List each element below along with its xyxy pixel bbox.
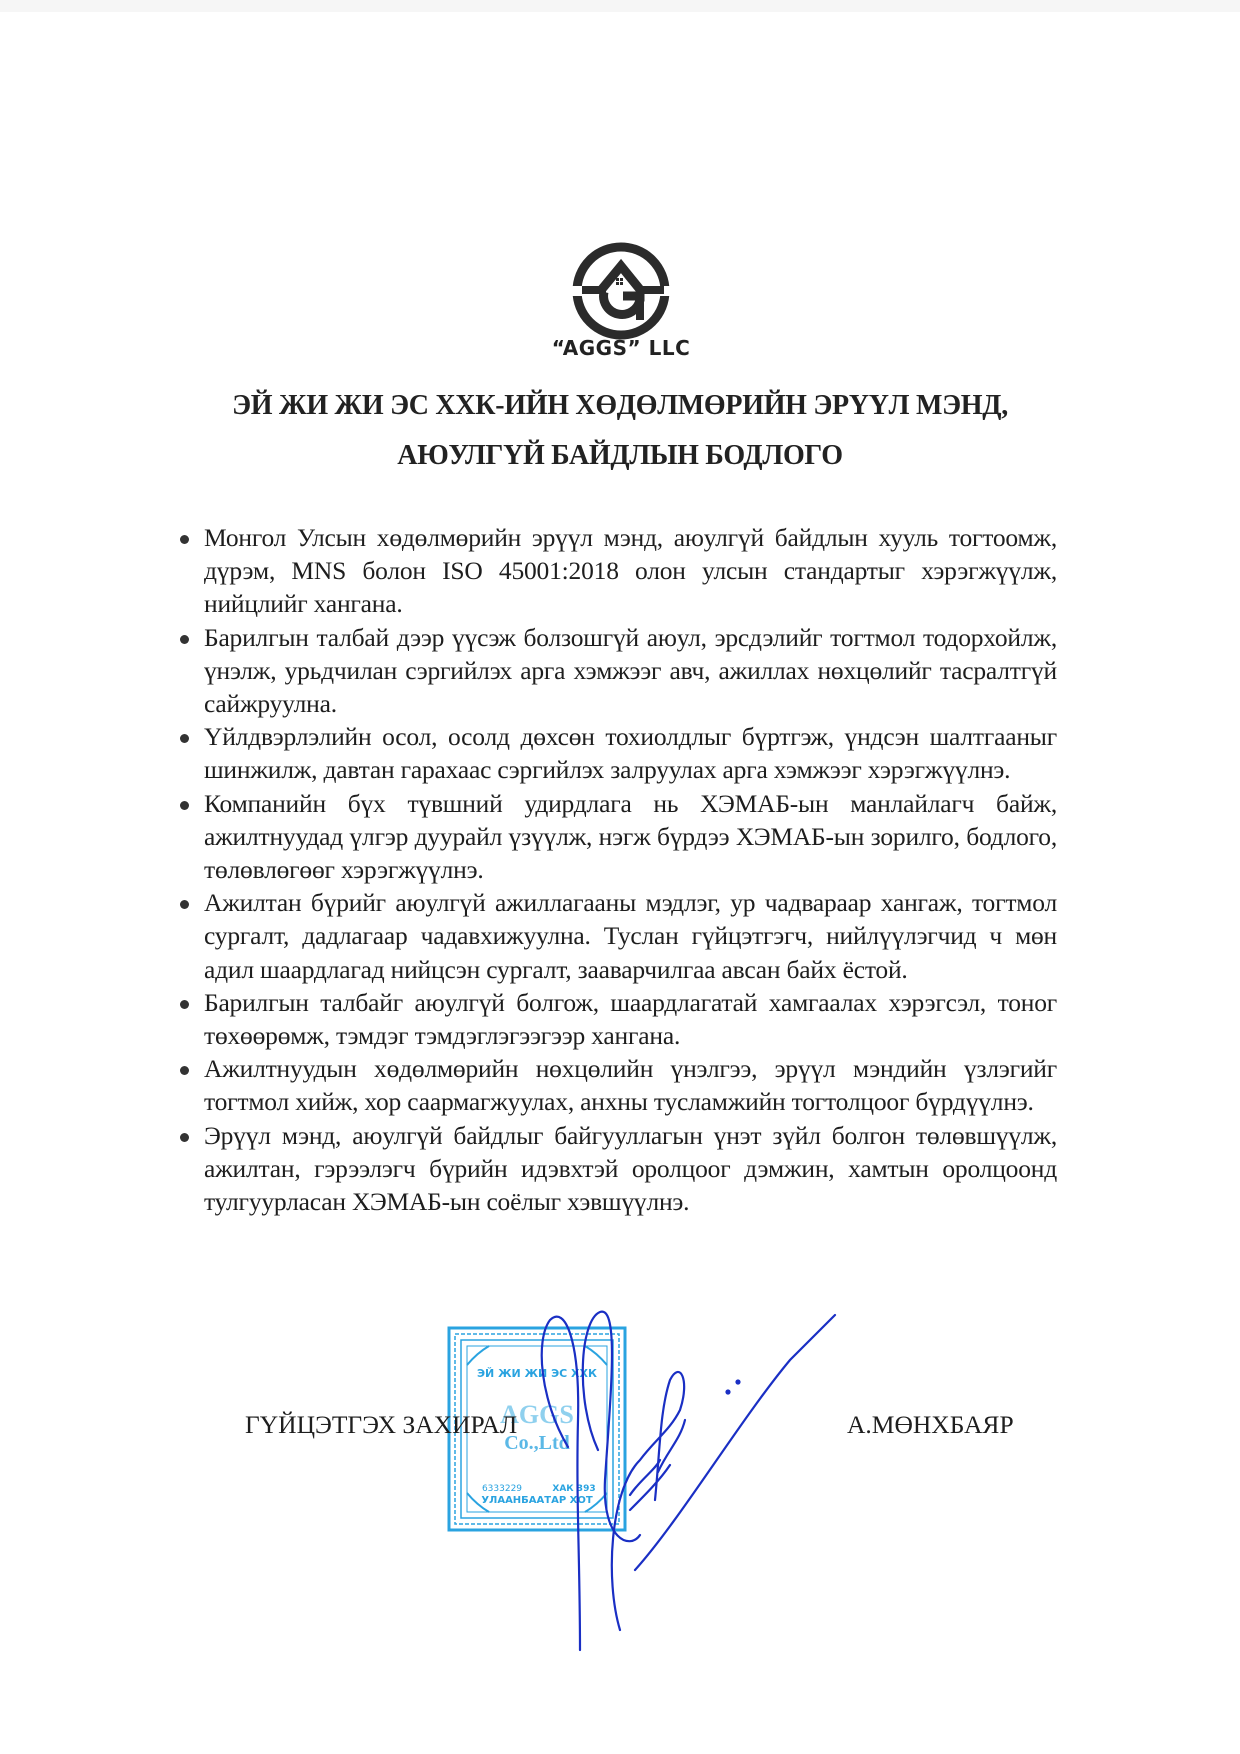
bullet-icon <box>180 535 189 544</box>
bullet-icon <box>180 1066 189 1075</box>
stamp-city: УЛААНБААТАР ХОТ <box>481 1495 593 1506</box>
policy-item-text: Барилгын талбайг аюулгүй болгож, шаардлагатай хамгаалах хэрэгсэл, тоног төхөөрөмж, тэмдэг тэмдэглэгээгээр хангана. <box>204 987 1057 1051</box>
policy-item <box>180 787 1057 887</box>
document-title-line-2: АЮУЛГҮЙ БАЙДЛЫН БОДЛОГО <box>397 440 843 471</box>
bullet-icon <box>180 734 189 743</box>
policy-item <box>180 521 1057 621</box>
policy-item <box>180 986 1057 1052</box>
company-logo-icon <box>560 240 682 342</box>
stamp-center-line-2: Co.,Ltd <box>504 1432 570 1454</box>
bullet-icon <box>180 635 189 644</box>
policy-list <box>180 521 1057 1218</box>
bullet-icon <box>180 1133 189 1142</box>
policy-item-text: Монгол Улсын хөдөлмөрийн эрүүл мэнд, аюулгүй байдлын хууль тогтоомж, дүрэм, MNS болон ISO 45001:2018 олон улсын стандартыг хэрэгжүүлж, нийцлийг хангана. <box>204 523 1057 619</box>
scan-edge <box>0 0 1240 12</box>
policy-item-text: Компанийн бүх түвшний удирдлага нь ХЭМАБ-ын манлайлагч байж, ажилтнуудад үлгэр дуурайл үзүүлж, нэгж бүрдээ ХЭМАБ-ын зорилго, бодлого, төлөвлөгөөг хэрэгжүүлнэ. <box>204 788 1057 885</box>
bullet-icon <box>180 1000 189 1009</box>
bullet-icon <box>180 801 189 810</box>
policy-item <box>180 1052 1057 1118</box>
policy-item <box>180 621 1057 721</box>
policy-item-text: Үйлдвэрлэлийн осол, осолд дөхсөн тохиолдлыг бүртгэж, үндсэн шалтгааныг шинжилж, давтан гарахаас сэргийлэх залруулах арга хэмжээг хэрэгжүүлнэ. <box>204 722 1057 785</box>
policy-item <box>180 1119 1057 1219</box>
stamp-phone: 6333229 <box>481 1484 523 1494</box>
policy-item-text: Ажилтан бүрийг аюулгүй ажиллагааны мэдлэг, ур чадвараар хангаж, тогтмол сургалт, дадлагаар чадавхижуулна. Туслан гүйцэтгэгч, нийлүүлэгчид ч мөн адил шаардлагад нийцсэн сургалт, зааварчилгаа авсан байх ёстой. <box>204 888 1057 984</box>
policy-item-text: Барилгын талбай дээр үүсэж болзошгүй аюул, эрсдэлийг тогтмол тодорхойлж, үнэлж, урьдчилан сэргийлэх арга хэмжээг авч, ажиллах нөхцөлийг тасралтгүй сайжруулна. <box>204 622 1057 719</box>
policy-item-text: Ажилтнуудын хөдөлмөрийн нөхцөлийн үнэлгээ, эрүүл мэндийн үзлэгийг тогтмол хийж, хор саармагжуулах, анхны тусламжийн тогтолцоог бүрдүүлнэ. <box>204 1054 1057 1117</box>
policy-item <box>180 886 1057 986</box>
bullet-icon <box>180 900 189 909</box>
policy-item-text: Эрүүл мэнд, аюулгүй байдлыг байгууллагын үнэт зүйл болгон төлөвшүүлж, ажилтан, гэрээлэгч бүрийн идэвхтэй оролцоог дэмжин, хамтын оролцоонд тулгуурласан ХЭМАБ-ын соёлыг хэвшүүлнэ. <box>204 1120 1057 1217</box>
stamp-reg: ХАК 393 <box>552 1484 596 1494</box>
signatory-position: ГҮЙЦЭТГЭХ ЗАХИРАЛ <box>245 1410 518 1439</box>
policy-item <box>180 720 1057 786</box>
stamp-center-line-1: AGGS <box>500 1400 574 1429</box>
signatory-name: А.МӨНХБАЯР <box>847 1410 1014 1439</box>
company-logo-text: “AGGS” LLC <box>551 336 691 360</box>
handwritten-signature <box>480 1300 840 1660</box>
document-title-line-1: ЭЙ ЖИ ЖИ ЭС ХХК-ИЙН ХӨДӨЛМӨРИЙН ЭРҮҮЛ МЭНД, <box>232 390 1008 421</box>
stamp-top-text: ЭЙ ЖИ ЖИ ЭС ХХК <box>476 1367 598 1380</box>
